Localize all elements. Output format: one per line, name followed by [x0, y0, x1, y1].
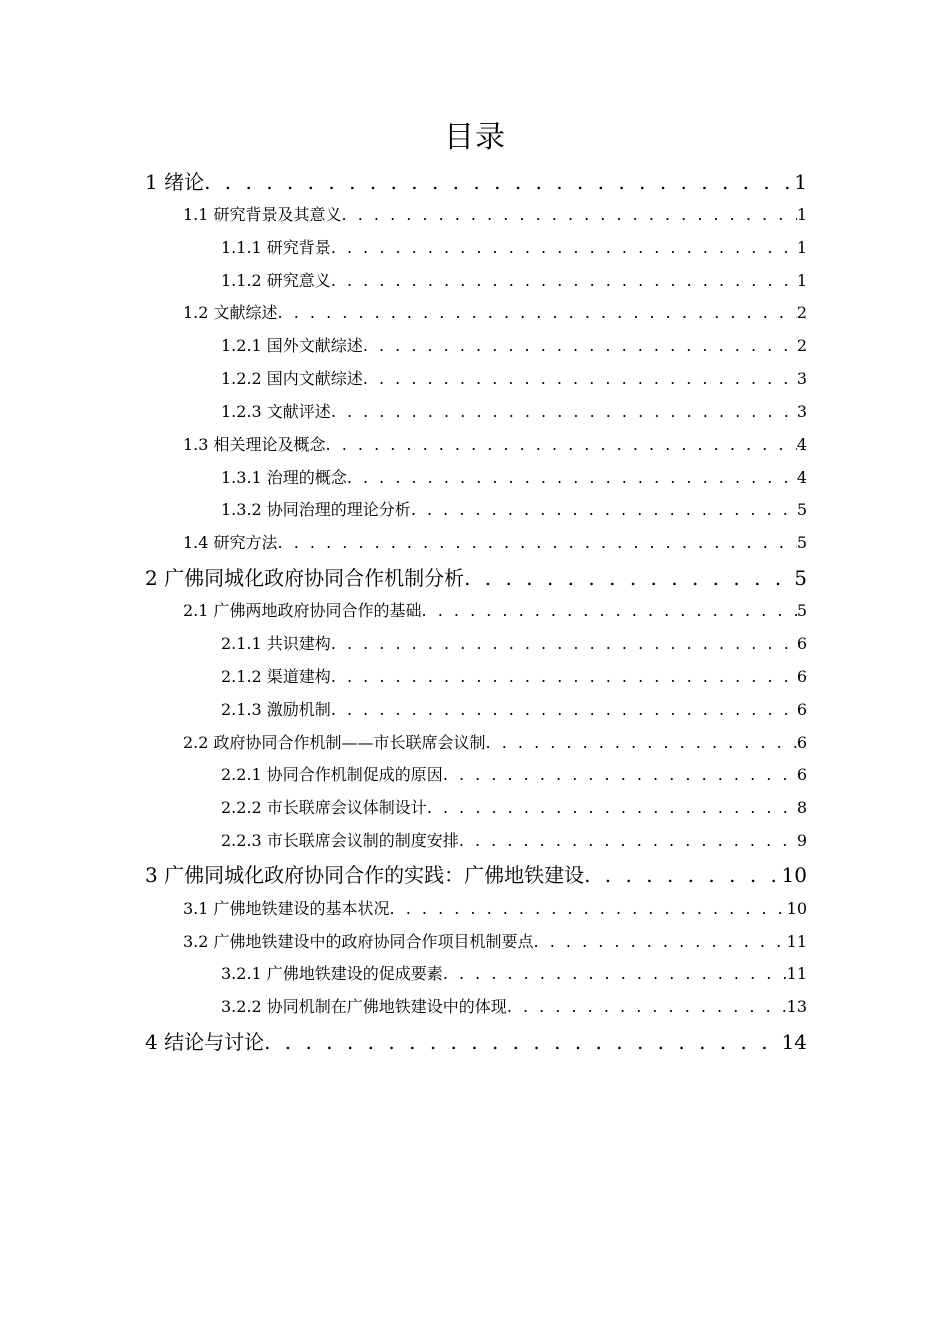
- toc-page-number: 3: [796, 369, 807, 388]
- toc-entry-2[interactable]: [145, 562, 807, 592]
- toc-page-number: 9: [796, 831, 807, 850]
- toc-dot-leader: [422, 601, 797, 620]
- toc-dot-leader: [459, 831, 797, 850]
- toc-dot-leader: [443, 964, 787, 983]
- toc-dot-leader: [331, 634, 797, 653]
- toc-entry-label: 3.1 广佛地铁建设的基本状况: [183, 899, 390, 918]
- toc-entry-3-2[interactable]: [183, 929, 807, 953]
- toc-page-number: 6: [796, 733, 807, 752]
- toc-page-number: 5: [796, 601, 807, 620]
- toc-page-number: 14: [781, 1030, 807, 1054]
- toc-entry-1[interactable]: [145, 166, 807, 196]
- toc-entry-1-1-2[interactable]: [221, 268, 807, 292]
- toc-entry-label: 3.2 广佛地铁建设中的政府协同合作项目机制要点: [183, 932, 534, 951]
- toc-entry-1-2-3[interactable]: [221, 399, 807, 423]
- toc-page-number: 6: [796, 667, 807, 686]
- toc-page-number: 1: [796, 205, 807, 224]
- toc-dot-leader: [331, 402, 797, 421]
- toc-entry-label: 2.2 政府协同合作机制——市长联席会议制: [183, 733, 486, 752]
- toc-dot-leader: [331, 667, 797, 686]
- toc-entry-label: 2.2.3 市长联席会议制的制度安排: [221, 831, 459, 850]
- toc-page-number: 4: [796, 435, 807, 454]
- toc-entry-1-2-2[interactable]: [221, 366, 807, 390]
- toc-entry-3[interactable]: [145, 859, 807, 889]
- toc-entry-2-2-1[interactable]: [221, 762, 807, 786]
- toc-page-number: 5: [796, 533, 807, 552]
- toc-dot-leader: [347, 468, 797, 487]
- toc-dot-leader: [390, 899, 787, 918]
- toc-page-number: 6: [796, 765, 807, 784]
- toc-entry-1-2[interactable]: [183, 300, 807, 324]
- toc-dot-leader: [363, 336, 797, 355]
- toc-entry-label: 1 绪论: [145, 170, 205, 194]
- toc-entry-label: 1.3.1 治理的概念: [221, 468, 347, 487]
- toc-dot-leader: [584, 863, 781, 887]
- toc-dot-leader: [411, 500, 797, 519]
- toc-entry-2-2[interactable]: [183, 730, 807, 754]
- toc-entry-label: 1.2.3 文献评述: [221, 402, 331, 421]
- toc-page-number: 3: [796, 402, 807, 421]
- toc-dot-leader: [278, 533, 797, 552]
- toc-page-number: 1: [796, 271, 807, 290]
- toc-page-number: 2: [796, 336, 807, 355]
- toc-entry-2-1[interactable]: [183, 598, 807, 622]
- toc-entry-label: 1.2.1 国外文献综述: [221, 336, 363, 355]
- toc-page-number: 2: [796, 303, 807, 322]
- toc-page-number: 6: [796, 634, 807, 653]
- toc-entry-label: 1.2.2 国内文献综述: [221, 369, 363, 388]
- toc-entry-1-3-1[interactable]: [221, 465, 807, 489]
- toc-entry-2-2-2[interactable]: [221, 795, 807, 819]
- toc-page-number: 10: [781, 863, 807, 887]
- toc-page-number: 8: [796, 798, 807, 817]
- toc-page-number: 1: [796, 238, 807, 257]
- toc-entry-label: 2.2.2 市长联席会议体制设计: [221, 798, 427, 817]
- toc-entry-1-3[interactable]: [183, 432, 807, 456]
- toc-dot-leader: [507, 997, 787, 1016]
- toc-entry-label: 3.2.1 广佛地铁建设的促成要素: [221, 964, 443, 983]
- toc-dot-leader: [331, 271, 797, 290]
- toc-dot-leader: [534, 932, 787, 951]
- toc-entry-2-2-3[interactable]: [221, 828, 807, 852]
- toc-entry-label: 3.2.2 协同机制在广佛地铁建设中的体现: [221, 997, 507, 1016]
- toc-entry-label: 2.1.3 激励机制: [221, 700, 331, 719]
- toc-entry-3-1[interactable]: [183, 896, 807, 920]
- toc-entry-label: 3 广佛同城化政府协同合作的实践：广佛地铁建设: [145, 863, 585, 887]
- toc-page-number: 1: [794, 170, 807, 194]
- toc-entry-4[interactable]: [145, 1026, 807, 1056]
- toc-entry-2-1-3[interactable]: [221, 697, 807, 721]
- toc-entry-2-1-2[interactable]: [221, 664, 807, 688]
- toc-page-number: 13: [786, 997, 807, 1016]
- toc-entry-label: 4 结论与讨论: [145, 1030, 265, 1054]
- toc-dot-leader: [331, 238, 797, 257]
- toc-dot-leader: [464, 566, 794, 590]
- toc-dot-leader: [486, 733, 797, 752]
- page-title: 目录: [444, 120, 506, 155]
- toc-dot-leader: [443, 765, 797, 784]
- toc-entry-1-2-1[interactable]: [221, 333, 807, 357]
- toc-page-number: 11: [786, 932, 807, 951]
- toc-entry-1-4[interactable]: [183, 530, 807, 554]
- toc-page-number: 11: [786, 964, 807, 983]
- toc-dot-leader: [363, 369, 797, 388]
- toc-entry-label: 1.2 文献综述: [183, 303, 278, 322]
- toc-dot-leader: [427, 798, 797, 817]
- toc-entry-1-1-1[interactable]: [221, 235, 807, 259]
- toc-page-number: 6: [796, 700, 807, 719]
- toc-entry-label: 2 广佛同城化政府协同合作机制分析: [145, 566, 465, 590]
- toc-entry-2-1-1[interactable]: [221, 631, 807, 655]
- toc-entry-label: 2.1.2 渠道建构: [221, 667, 331, 686]
- toc-page-number: 4: [796, 468, 807, 487]
- toc-entry-label: 1.1 研究背景及其意义: [183, 205, 342, 224]
- toc-entry-label: 1.3 相关理论及概念: [183, 435, 326, 454]
- toc-page-number: 5: [794, 566, 807, 590]
- toc-dot-leader: [342, 205, 797, 224]
- toc-dot-leader: [264, 1030, 781, 1054]
- toc-dot-leader: [331, 700, 797, 719]
- toc-entry-3-2-2[interactable]: [221, 994, 807, 1018]
- toc-entry-label: 1.4 研究方法: [183, 533, 278, 552]
- toc-entry-1-3-2[interactable]: [221, 497, 807, 521]
- toc-entry-label: 1.1.1 研究背景: [221, 238, 331, 257]
- toc-page-number: 10: [786, 899, 807, 918]
- toc-page-number: 5: [796, 500, 807, 519]
- toc-entry-label: 2.1.1 共识建构: [221, 634, 331, 653]
- toc-entry-label: 1.3.2 协同治理的理论分析: [221, 500, 411, 519]
- toc-entry-label: 2.2.1 协同合作机制促成的原因: [221, 765, 443, 784]
- toc-entry-3-2-1[interactable]: [221, 961, 807, 985]
- toc-dot-leader: [326, 435, 797, 454]
- toc-entry-label: 1.1.2 研究意义: [221, 271, 331, 290]
- toc-dot-leader: [278, 303, 797, 322]
- toc-entry-1-1[interactable]: [183, 202, 807, 226]
- toc-dot-leader: [204, 170, 794, 194]
- toc-entry-label: 2.1 广佛两地政府协同合作的基础: [183, 601, 422, 620]
